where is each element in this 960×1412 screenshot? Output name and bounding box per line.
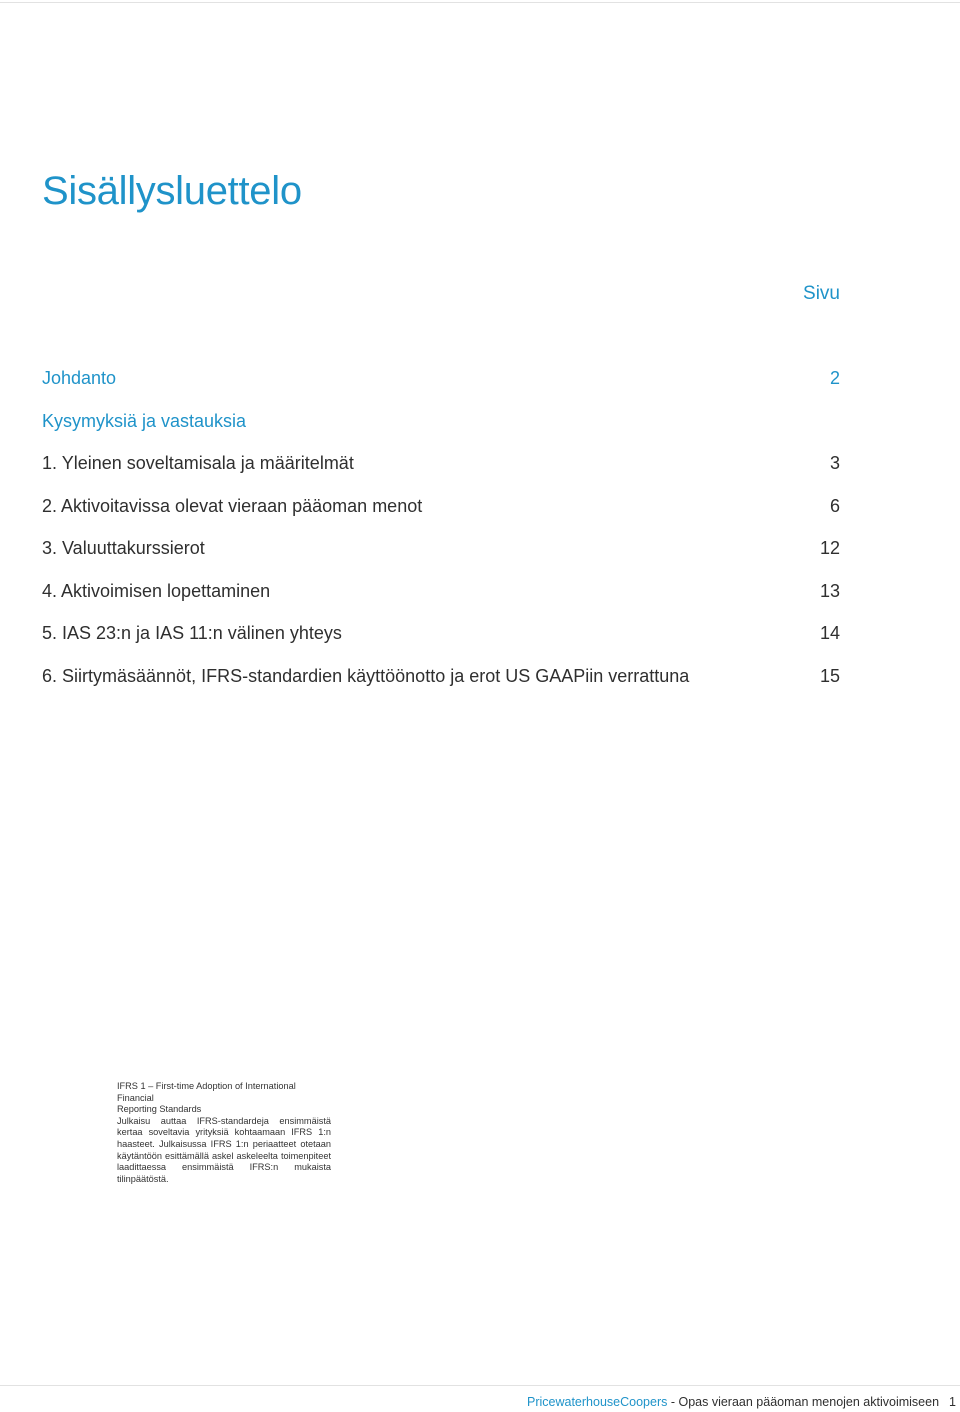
note-title-line: Reporting Standards [117,1104,202,1115]
toc-entry-kysymyksia[interactable] [42,400,840,443]
toc-entry-page: 15 [819,665,840,686]
bottom-rule [0,1385,960,1386]
toc-entry-6[interactable] [42,655,840,698]
toc-entry-johdanto[interactable] [42,357,840,400]
table-of-contents [42,357,840,697]
toc-entry-label: 3. Valuuttakurssierot [42,538,205,558]
toc-entry-label: Johdanto [42,368,117,388]
toc-entry-3[interactable] [42,527,840,570]
toc-entry-4[interactable] [42,570,840,613]
top-rule [0,2,960,3]
toc-entry-2[interactable] [42,485,840,528]
toc-entry-page: 13 [819,580,840,601]
toc-entry-5[interactable] [42,612,840,655]
note-title-line: IFRS 1 – First-time Adoption of International Financial [117,1081,296,1103]
toc-entry-label: 6. Siirtymäsäännöt, IFRS-standardien käyttöönotto ja erot US GAAPiin verrattuna [42,665,690,686]
toc-entry-label: 4. Aktivoimisen lopettaminen [42,580,271,601]
footer-firm-name: PricewaterhouseCoopers [527,1395,668,1409]
toc-entry-page: 6 [829,495,840,516]
page-footer [527,1394,956,1410]
toc-entry-page: 3 [829,453,840,473]
footer-document-title: Opas vieraan pääoman menojen aktivoimiseen [678,1395,940,1409]
toc-entry-label: 5. IAS 23:n ja IAS 11:n välinen yhteys [42,623,342,643]
toc-entry-page: 14 [819,623,840,643]
page-column-label: Sivu [803,283,840,304]
toc-entry-label: Kysymyksiä ja vastauksia [42,410,247,431]
publication-note [117,1081,331,1185]
note-body: Julkaisu auttaa IFRS-standardeja ensimmäistä kertaa soveltavia yrityksiä kohtaamaan IFRS 1:n haasteet. Julkaisussa IFRS 1:n periaatteet otetaan käytäntöön esittämällä askel askeleelta toimenpiteet laadittaessa ensimmäistä IFRS:n mukaista tilinpäätöstä. [117,1115,331,1184]
toc-entry-label: 2. Aktivoitavissa olevat vieraan pääoman menot [42,495,423,516]
toc-entry-1[interactable] [42,442,840,485]
page-title: Sisällysluettelo [42,169,302,213]
toc-entry-label: 1. Yleinen soveltamisala ja määritelmät [42,453,354,473]
toc-entry-page: 12 [819,538,840,558]
toc-entry-page: 2 [829,368,840,388]
footer-separator: - [667,1395,679,1409]
footer-page-number: 1 [949,1395,956,1409]
